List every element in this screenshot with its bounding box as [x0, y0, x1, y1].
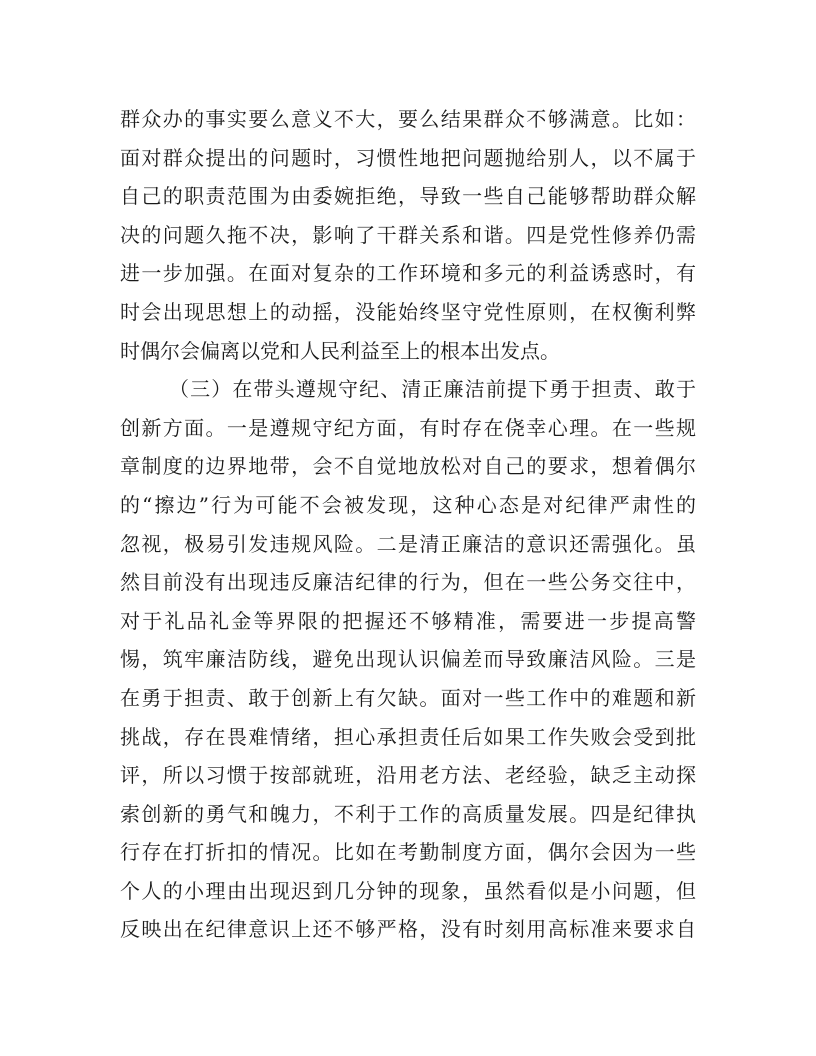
text-line: 评，所以习惯于按部就班，沿用老方法、老经验，缺乏主动探: [120, 763, 696, 788]
text-line: 对于礼品礼金等界限的把握还不够精准，需要进一步提高警: [120, 608, 696, 633]
text-line: 群众办的事实要么意义不大，要么结果群众不够满意。比如：: [120, 107, 696, 131]
text-line: 面对群众提出的问题时，习惯性地把问题抛给别人，以不属于: [120, 145, 696, 170]
text-line: 决的问题久拖不决，影响了干群关系和谐。四是党性修养仍需: [120, 222, 696, 247]
text-line: 然目前没有出现违反廉洁纪律的行为，但在一些公务交往中，: [120, 570, 696, 595]
text-line: 忽视，极易引发违规风险。二是清正廉洁的意识还需强化。虽: [120, 531, 696, 556]
paragraph-continued: [120, 104, 696, 374]
text-line: 惕，筑牢廉洁防线，避免出现认识偏差而导致廉洁风险。三是: [120, 647, 696, 672]
text-line: 个人的小理由出现迟到几分钟的现象，虽然看似是小问题，但: [120, 878, 696, 903]
text-line: 章制度的边界地带，会不自觉地放松对自己的要求，想着偶尔: [120, 454, 696, 479]
text-line: 时会出现思想上的动摇，没能始终坚守党性原则，在权衡利弊: [120, 299, 696, 324]
text-line: 创新方面。一是遵规守纪方面，有时存在侥幸心理。在一些规: [120, 415, 696, 440]
document-body: [120, 104, 696, 953]
paragraph-section-three: [120, 374, 696, 953]
text-line: 行存在打折扣的情况。比如在考勤制度方面，偶尔会因为一些: [120, 840, 696, 865]
text-line: 挑战，存在畏难情绪，担心承担责任后如果工作失败会受到批: [120, 724, 696, 749]
text-line: 在勇于担责、敢于创新上有欠缺。面对一些工作中的难题和新: [120, 685, 696, 710]
text-line: （三）在带头遵规守纪、清正廉洁前提下勇于担责、敢于: [169, 377, 696, 402]
text-line: 时偶尔会偏离以党和人民利益至上的根本出发点。: [120, 338, 560, 363]
text-line: 的“擦边”行为可能不会被发现，这种心态是对纪律严肃性的: [120, 492, 696, 517]
text-line: 进一步加强。在面对复杂的工作环境和多元的利益诱惑时，有: [120, 261, 696, 286]
text-line: 反映出在纪律意识上还不够严格，没有时刻用高标准来要求自: [120, 917, 696, 942]
text-line: 自己的职责范围为由委婉拒绝，导致一些自己能够帮助群众解: [120, 184, 696, 209]
text-line: 索创新的勇气和魄力，不利于工作的高质量发展。四是纪律执: [120, 801, 696, 826]
